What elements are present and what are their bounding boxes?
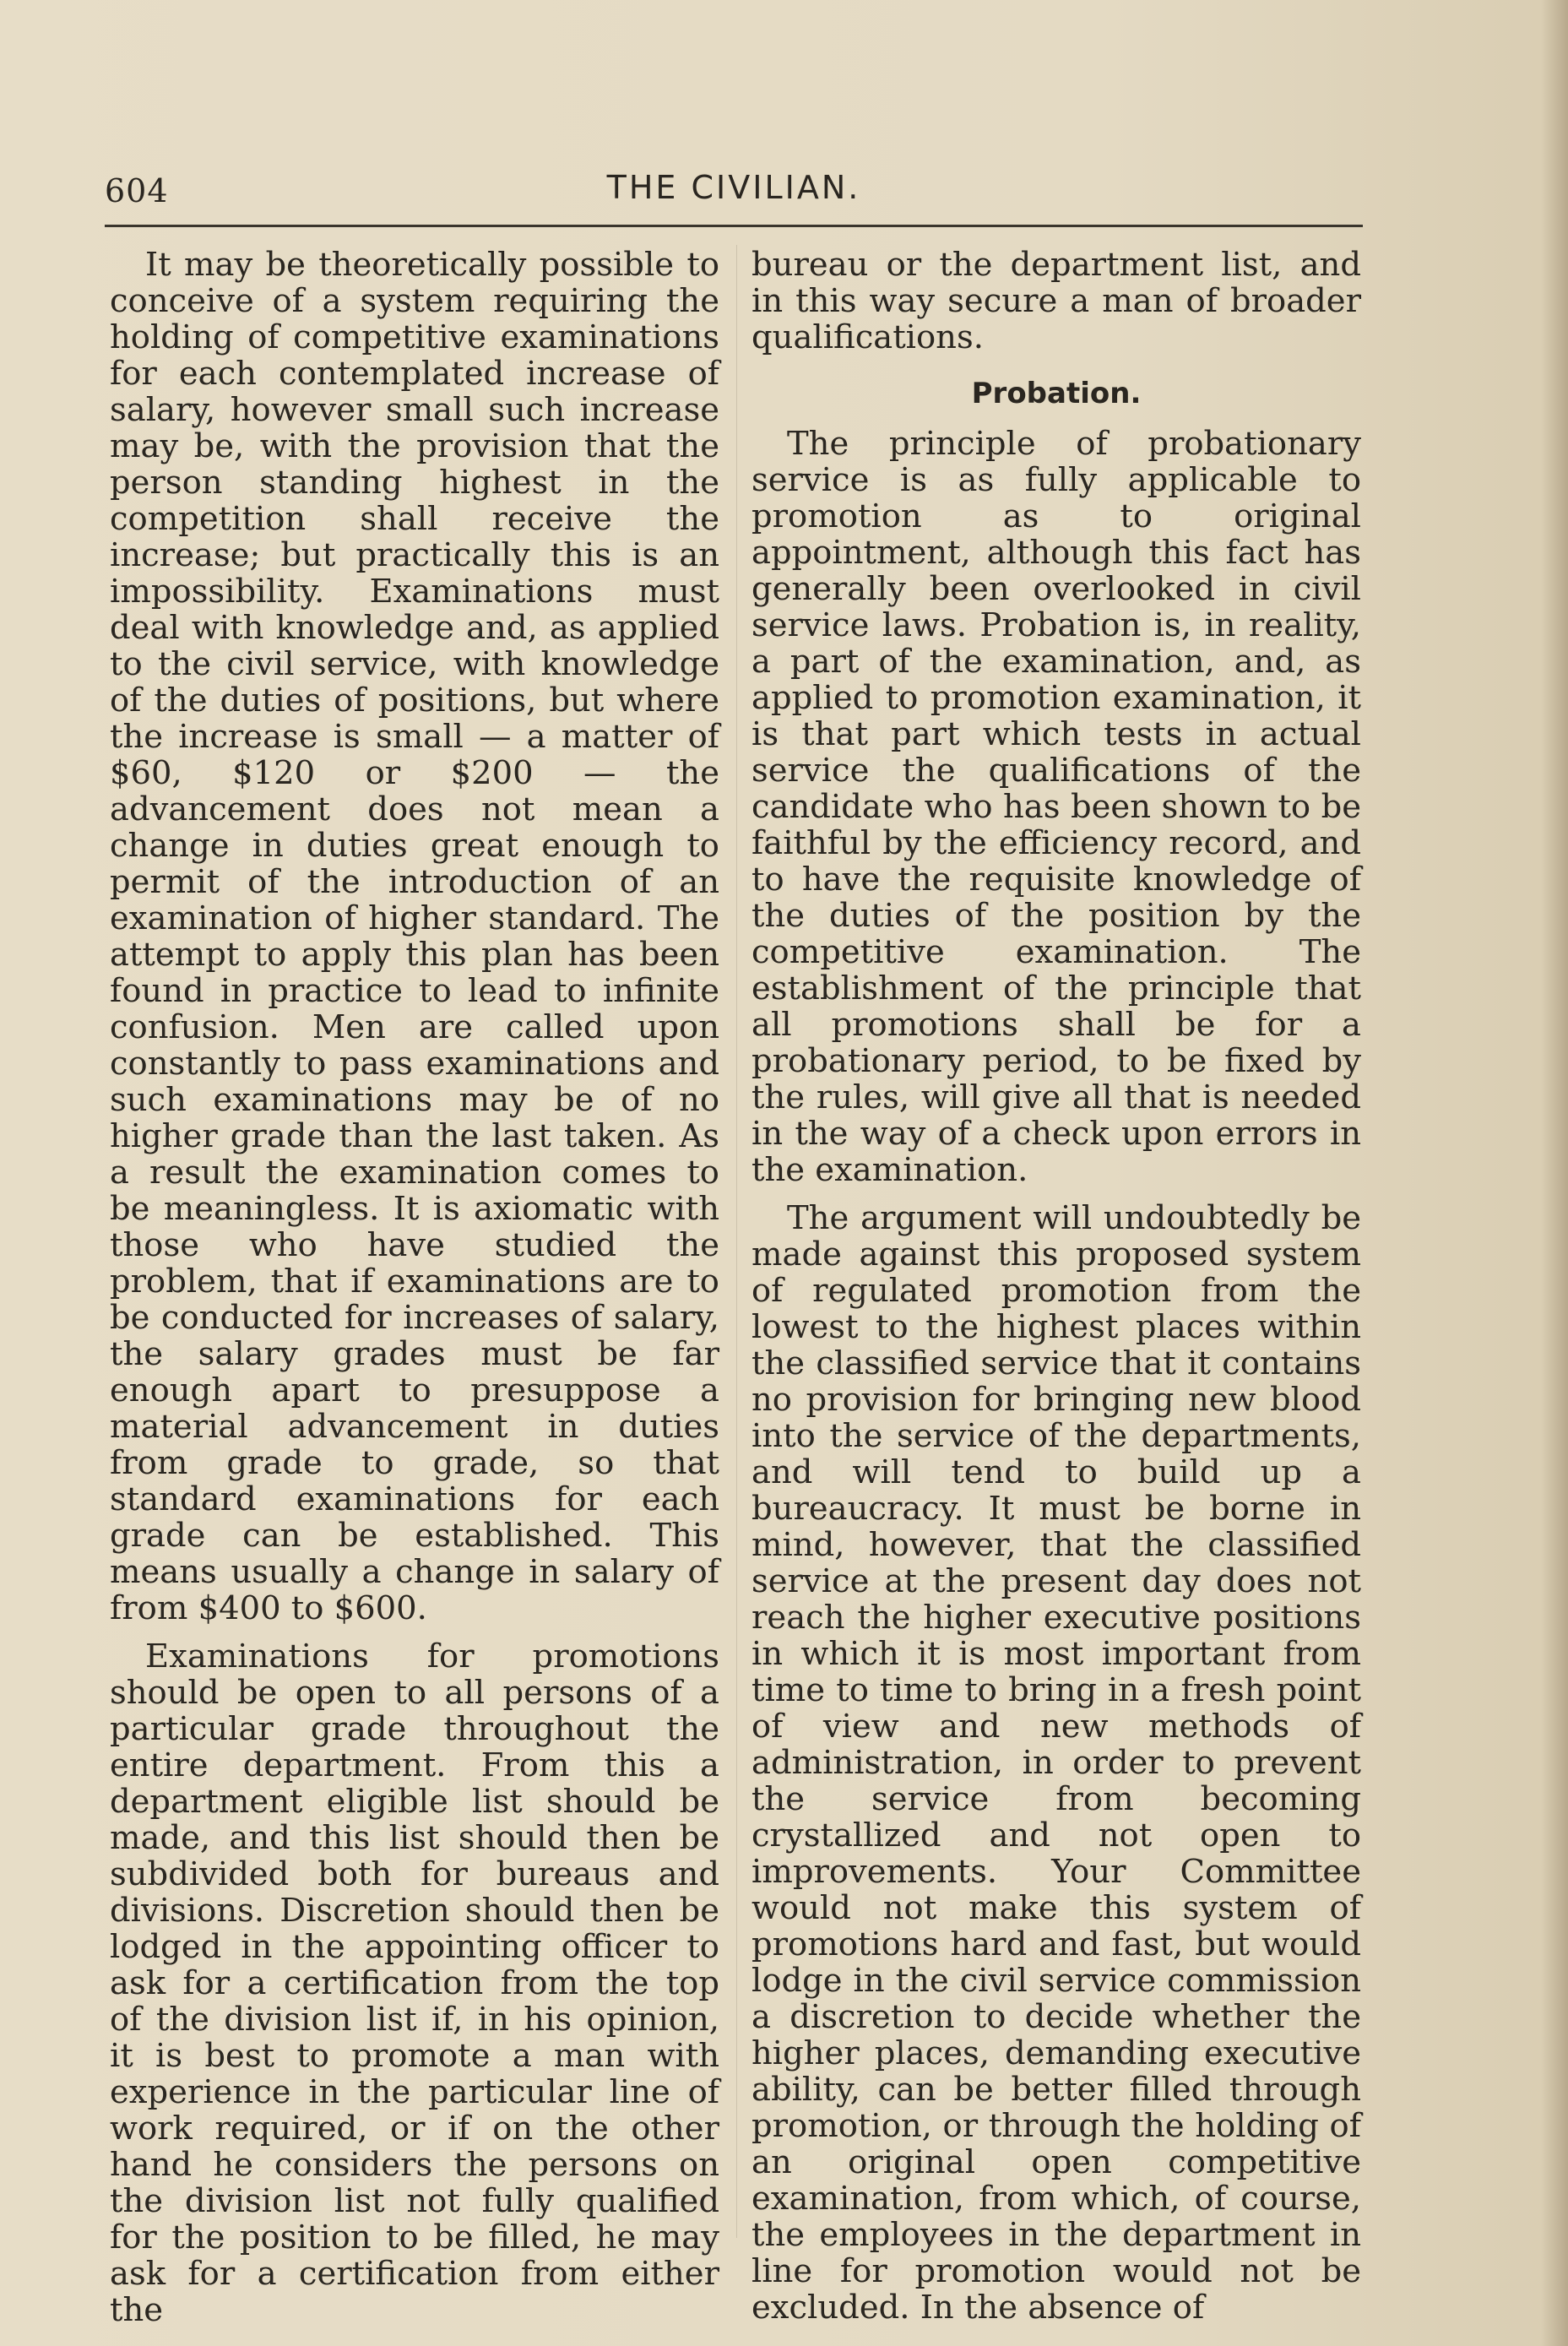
section-heading-probation: Probation. <box>971 377 1142 410</box>
right-column <box>751 247 1361 2326</box>
paragraph-probation-principle: The principle of probationary service is as fully applicable to promotion as to original appointment, although this fact has generally been overlooked in civil service laws. Probation is, in reality, a part of the examination, and, as applied to promotion examination, it is that part which tests in actual service the qualifications of the candidate who has been shown to be faithful by the efficiency record, and to have the requisite knowledge of the duties of the position by the competitive examination. The establishment of the principle that all promotions shall be for a probationary period, to be fixed by the rules, will give all that is needed in the way of a check upon errors in the examination. <box>751 425 1361 1189</box>
page-number: 604 <box>105 172 169 209</box>
running-title: THE CIVILIAN. <box>606 169 861 206</box>
column-divider <box>736 245 737 2238</box>
left-column <box>110 247 719 2328</box>
paragraph-new-blood-argument: The argument will undoubtedly be made against this proposed system of regulated promotion from the lowest to the highest places within the classified service that it contains no provision for bringing new blood into the service of the departments, and will tend to build up a bureaucracy. It must be borne in mind, however, that the classified service at the present day does not reach the higher executive positions in which it is most important from time to time to bring in a fresh point of view and new methods of administration, in order to prevent the service from becoming crystallized and not open to improvements. Your Committee would not make this system of promotions hard and fast, but would lodge in the civil service commission a discretion to decide whether the higher places, demanding executive ability, can be better filled through promotion, or through the holding of an original open competitive examination, from which, of course, the employees in the department in line for promotion would not be excluded. In the absence of <box>751 1199 1361 2327</box>
paragraph-salary-examinations: It may be theoretically possible to conceive of a system requiring the holding of competitive examinations for each contemplated increase of salary, however small such increase may be, with the provision that the person standing highest in the competition shall receive the increase; but practically this is an impossibility. Examinations must deal with knowledge and, as applied to the civil service, with knowledge of the duties of positions, but where the increase is small — a matter of $60, $120 or $200 — the advancement does not mean a change in duties great enough to permit of the introduction of an examination of higher standard. The attempt to apply this plan has been found in practice to lead to infinite confusion. Men are called upon constantly to pass examinations and such examinations may be of no higher grade than the last taken. As a result the examination comes to be meaningless. It is axiomatic with those who have studied the problem, that if examinations are to be conducted for increases of salary, the salary grades must be far enough apart to presuppose a material advancement in duties from grade to grade, so that standard examinations for each grade can be established. This means usually a change in salary of from $400 to $600. <box>110 246 719 1627</box>
header-rule <box>105 225 1363 227</box>
paragraph-continuation: bureau or the department list, and in this way secure a man of broader qualifications. <box>751 246 1361 356</box>
page-header <box>105 166 1363 216</box>
paragraph-promotion-examinations: Examinations for promotions should be open to all persons of a particular grade throughout the entire department. From this a department eligible list should be made, and this list should then be subdivided both for bureaus and divisions. Discretion should then be lodged in the appointing officer to ask for a certification from the top of the division list if, in his opinion, it is best to promote a man with experience in the particular line of work required, or if on the other hand he considers the persons on the division list not fully qualified for the position to be filled, he may ask for a certification from either the <box>110 1637 719 2329</box>
page-edge-shadow <box>1541 0 1568 2346</box>
